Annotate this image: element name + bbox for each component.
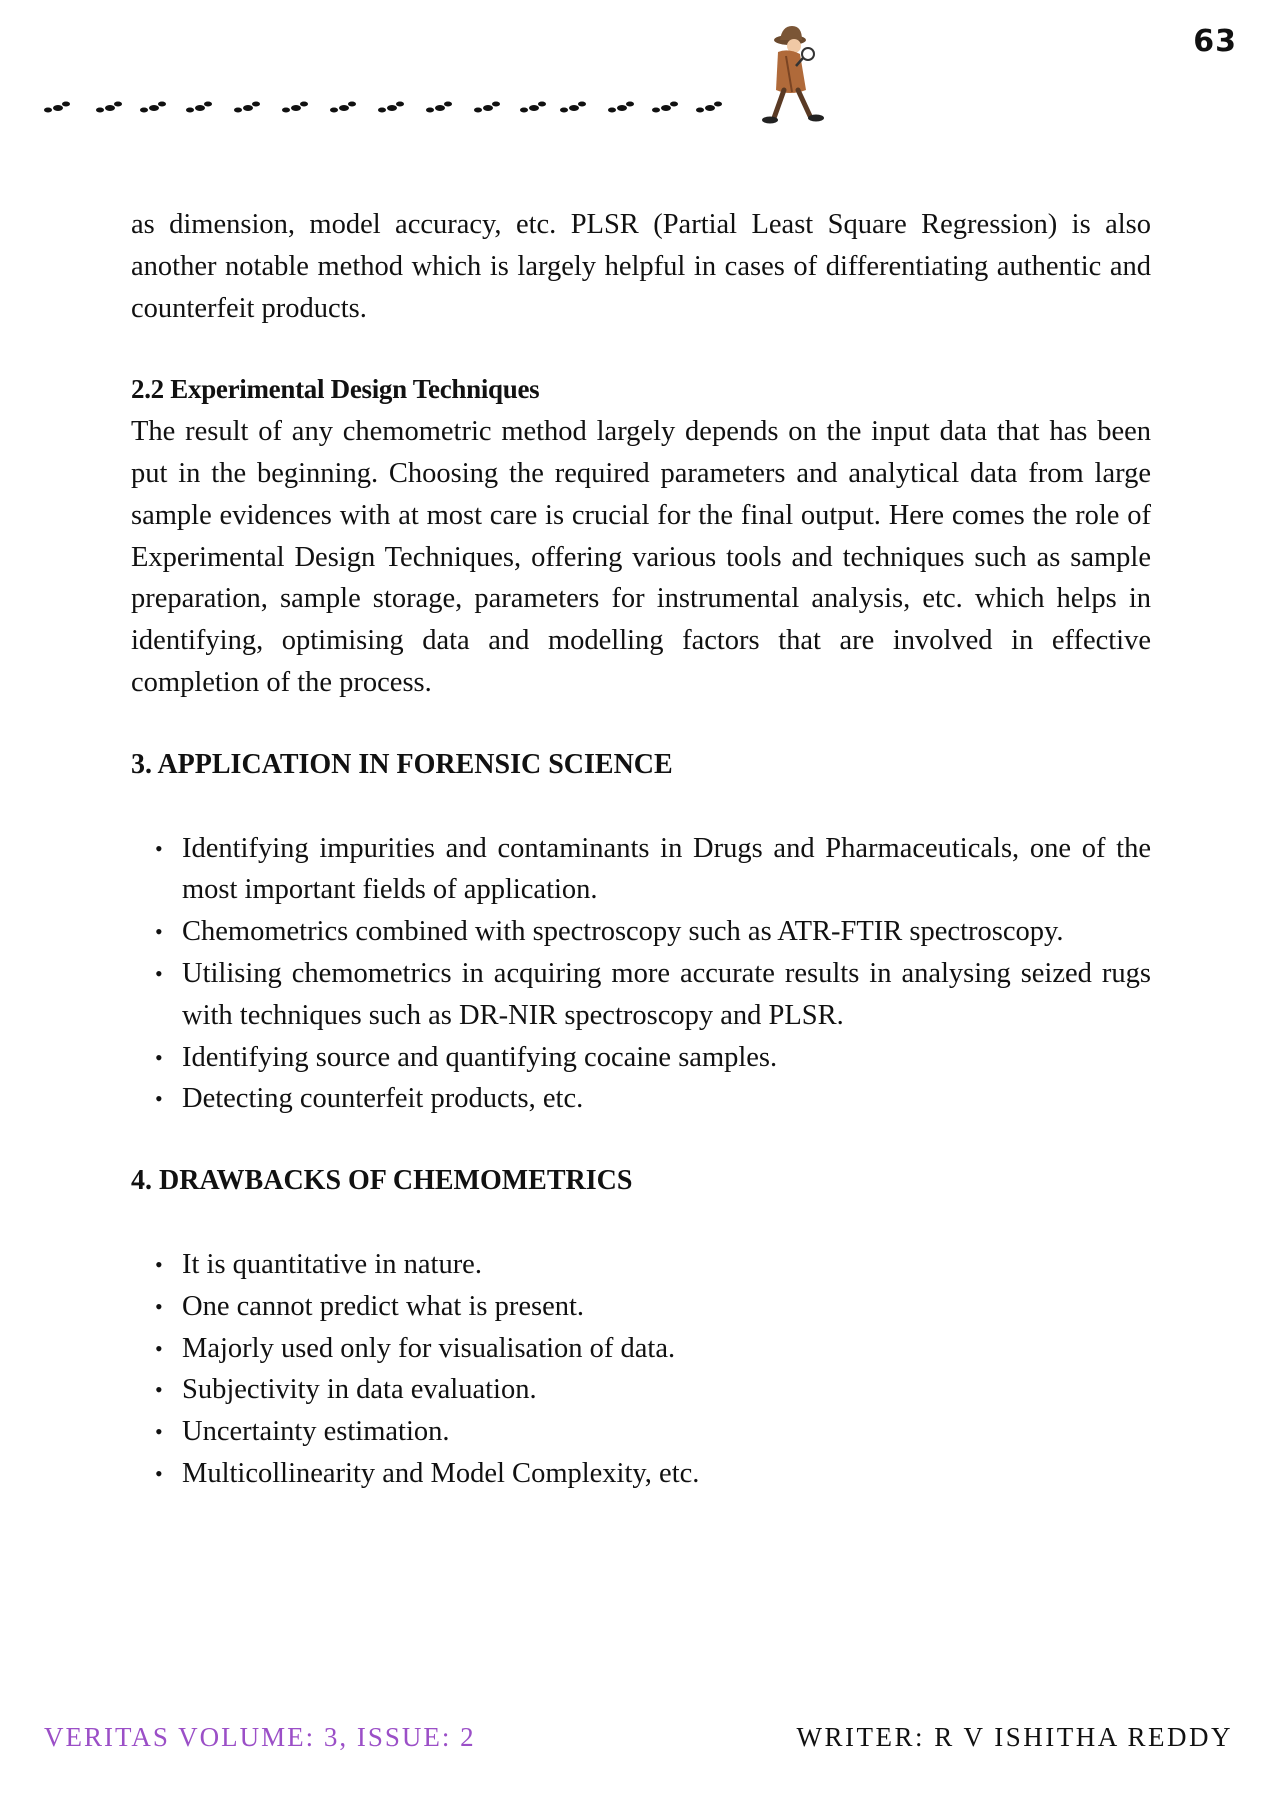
detective-icon (762, 26, 824, 124)
application-list (131, 828, 1151, 1121)
list-item: • Uncertainty estimation. (131, 1411, 1151, 1453)
bullet-icon: • (155, 960, 163, 986)
bullet-icon: • (155, 1044, 163, 1070)
intro-paragraph: as dimension, model accuracy, etc. PLSR (Partial Least Square Regression) is also another notable method which is largely helpful in cases of differentiating authentic and counterfeit products. (131, 209, 1151, 324)
drawbacks-list (131, 1244, 1151, 1495)
list-item: • It is quantitative in nature. (131, 1244, 1151, 1286)
bullet-icon: • (155, 1460, 163, 1486)
list-item: • Subjectivity in data evaluation. (131, 1369, 1151, 1411)
bullet-icon: • (155, 1377, 163, 1403)
page-number: 63 (1193, 24, 1237, 59)
list-item: • Identifying source and quantifying cocaine samples. (131, 1037, 1151, 1079)
article-body (131, 204, 1151, 1495)
list-item: • Identifying impurities and contaminants in Drugs and Pharmaceuticals, one of the most important fields of application. (131, 828, 1151, 912)
bullet-icon: • (155, 835, 163, 861)
list-item: • One cannot predict what is present. (131, 1286, 1151, 1328)
section-4-heading: 4. DRAWBACKS OF CHEMOMETRICS (131, 1165, 633, 1197)
list-item: • Utilising chemometrics in acquiring more accurate results in analysing seized rugs with techniques such as DR-NIR spectroscopy and PLSR. (131, 953, 1151, 1037)
bullet-icon: • (155, 919, 163, 945)
footprints-trail-icon (44, 102, 722, 113)
header-decoration (40, 22, 840, 132)
bullet-icon: • (155, 1293, 163, 1319)
list-item: • Majorly used only for visualisation of data. (131, 1328, 1151, 1370)
footer-publication: VERITAS VOLUME: 3, ISSUE: 2 (44, 1722, 476, 1752)
bullet-icon: • (155, 1086, 163, 1112)
list-item: • Multicollinearity and Model Complexity, etc. (131, 1453, 1151, 1495)
section-2-2-paragraph: The result of any chemometric method largely depends on the input data that has been put in the beginning. Choosing the required parameters and analytical data from large sample evidences with at most care is crucial for the final output. Here comes the role of Experimental Design Techniques, offering various tools and techniques such as sample preparation, sample storage, parameters for instrumental analysis, etc. which helps in identifying, optimising data and modelling factors that are involved in effective completion of the process. (131, 416, 1151, 698)
bullet-icon: • (155, 1251, 163, 1277)
list-item: • Chemometrics combined with spectroscopy such as ATR-FTIR spectroscopy. (131, 911, 1151, 953)
list-item: • Detecting counterfeit products, etc. (131, 1078, 1151, 1120)
section-3-heading: 3. APPLICATION IN FORENSIC SCIENCE (131, 748, 673, 780)
footer-writer: WRITER: R V ISHITHA REDDY (796, 1722, 1233, 1752)
bullet-icon: • (155, 1419, 163, 1445)
bullet-icon: • (155, 1335, 163, 1361)
section-2-2-heading: 2.2 Experimental Design Techniques (131, 374, 540, 405)
